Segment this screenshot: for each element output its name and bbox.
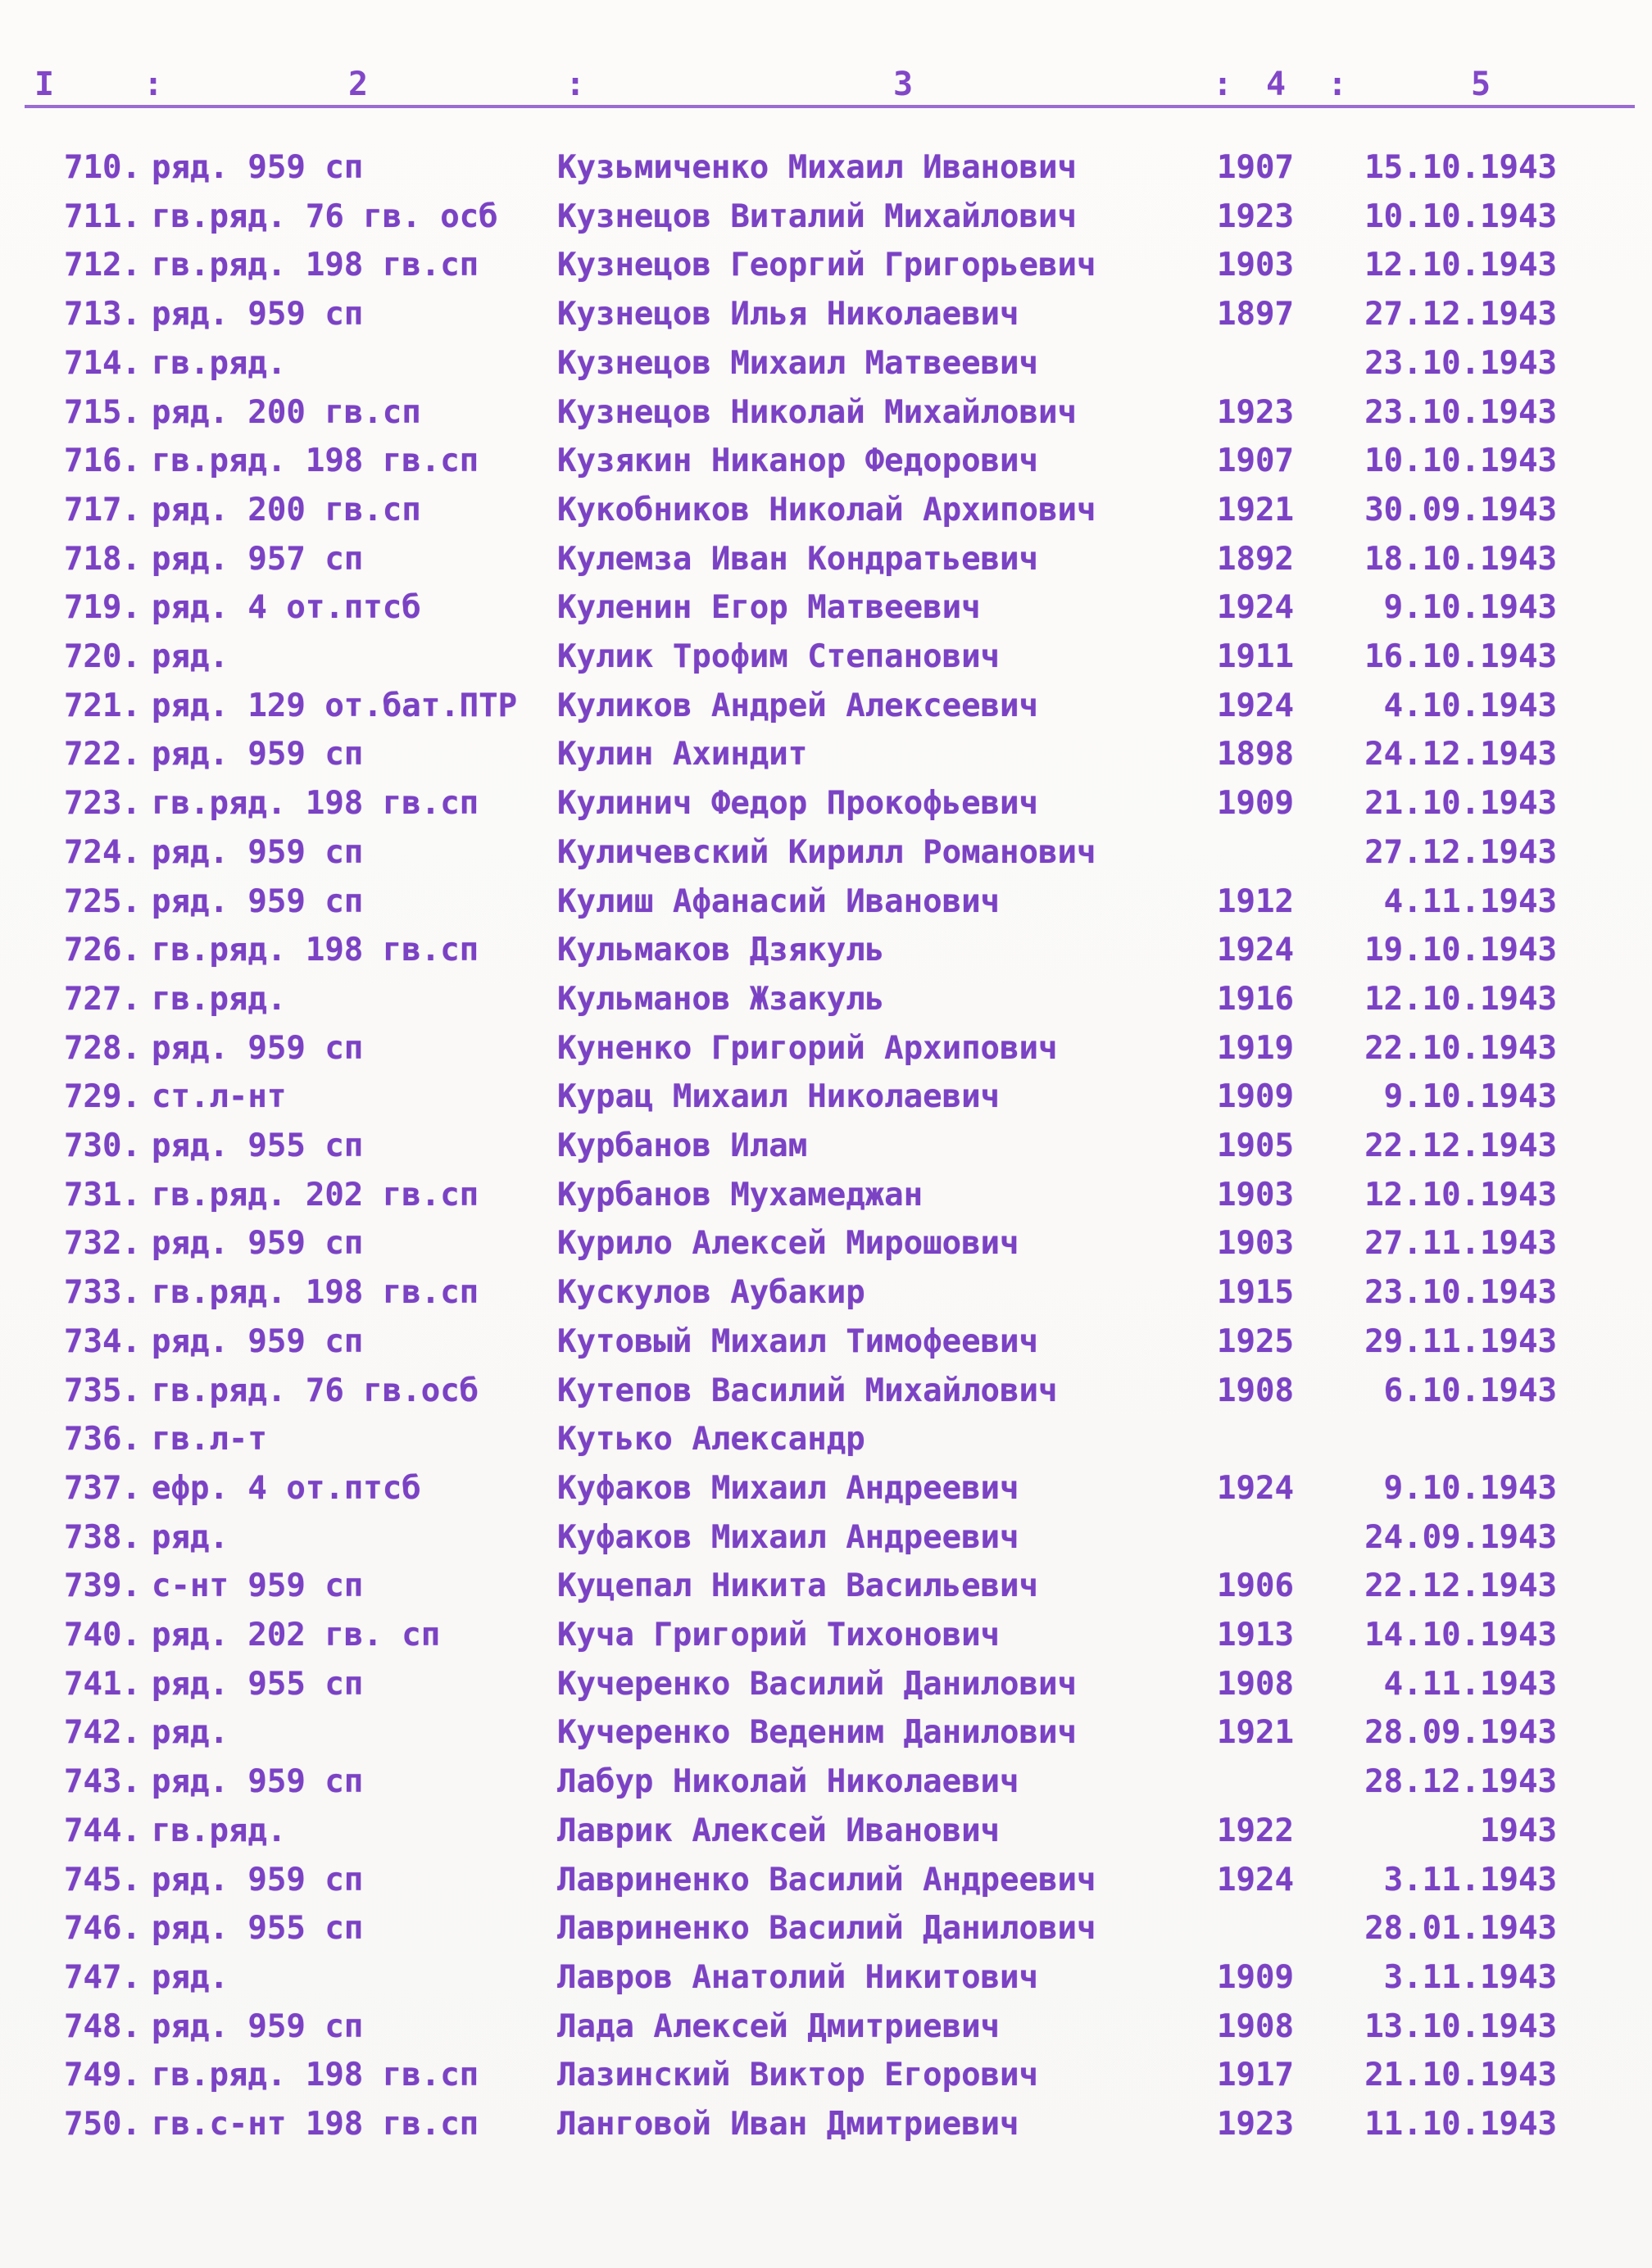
record-rank-unit: гв.л-т — [152, 1421, 267, 1458]
table-row — [0, 828, 1652, 878]
record-number: 734. — [64, 1323, 141, 1360]
record-number: 723. — [64, 785, 141, 822]
record-death-date: 29.11.1943 — [1364, 1323, 1557, 1360]
record-birth-year: 1921 — [1217, 492, 1294, 528]
header-col-1: I — [34, 66, 57, 103]
record-full-name: Кулик Трофим Степанович — [557, 638, 1001, 675]
record-rank-unit: гв.ряд. 198 гв.сп — [152, 2057, 479, 2093]
record-death-date: 13.10.1943 — [1364, 2008, 1557, 2045]
record-number: 714. — [64, 345, 141, 382]
record-death-date: 16.10.1943 — [1364, 638, 1557, 675]
record-rank-unit: ряд. 959 сп — [152, 149, 364, 186]
record-rank-unit: ряд. 959 сп — [152, 2008, 364, 2045]
record-number: 718. — [64, 541, 141, 578]
record-birth-year: 1909 — [1217, 1959, 1294, 1996]
header-separator: : — [1213, 66, 1233, 103]
record-full-name: Куличевский Кирилл Романович — [557, 834, 1096, 871]
record-rank-unit: ефр. 4 от.птсб — [152, 1470, 421, 1507]
record-number: 719. — [64, 589, 141, 626]
table-row — [0, 1219, 1652, 1268]
record-rank-unit: гв.ряд. — [152, 1812, 287, 1849]
record-number: 726. — [64, 932, 141, 968]
record-death-date: 27.11.1943 — [1364, 1225, 1557, 1262]
record-full-name: Кутько Александр — [557, 1421, 865, 1458]
record-number: 742. — [64, 1714, 141, 1751]
record-rank-unit: ряд. 959 сп — [152, 834, 364, 871]
record-birth-year: 1908 — [1217, 1666, 1294, 1703]
table-row — [0, 1024, 1652, 1073]
record-rank-unit: гв.ряд. — [152, 345, 287, 382]
record-number: 725. — [64, 883, 141, 920]
record-number: 712. — [64, 247, 141, 284]
record-rank-unit: ряд. — [152, 1959, 229, 1996]
record-number: 740. — [64, 1617, 141, 1653]
record-rank-unit: гв.ряд. 198 гв.сп — [152, 247, 479, 284]
header-separator: : — [565, 66, 586, 103]
record-number: 747. — [64, 1959, 141, 1996]
record-death-date: 18.10.1943 — [1364, 541, 1557, 578]
record-number: 717. — [64, 492, 141, 528]
record-rank-unit: ряд. 955 сп — [152, 1127, 364, 1164]
record-birth-year: 1912 — [1217, 883, 1294, 920]
record-rank-unit: гв.ряд. 76 гв.осб — [152, 1372, 479, 1409]
table-row — [0, 437, 1652, 486]
record-full-name: Кузьмиченко Михаил Иванович — [557, 149, 1077, 186]
table-row — [0, 1415, 1652, 1464]
record-full-name: Курбанов Мухамеджан — [557, 1177, 924, 1213]
record-number: 732. — [64, 1225, 141, 1262]
record-birth-year: 1924 — [1217, 1470, 1294, 1507]
record-number: 750. — [64, 2106, 141, 2143]
record-rank-unit: ряд. — [152, 638, 229, 675]
record-number: 713. — [64, 296, 141, 333]
record-rank-unit: ряд. 959 сп — [152, 736, 364, 773]
record-death-date: 12.10.1943 — [1364, 1177, 1557, 1213]
record-birth-year: 1908 — [1217, 2008, 1294, 2045]
record-death-date: 28.01.1943 — [1364, 1910, 1557, 1947]
record-death-date: 24.12.1943 — [1364, 736, 1557, 773]
header-col-5: 5 — [1471, 66, 1493, 103]
table-row — [0, 388, 1652, 438]
record-number: 730. — [64, 1127, 141, 1164]
record-number: 736. — [64, 1421, 141, 1458]
header-col-2: 2 — [348, 66, 370, 103]
record-birth-year: 1925 — [1217, 1323, 1294, 1360]
record-full-name: Куфаков Михаил Андреевич — [557, 1519, 1019, 1556]
table-row — [0, 1807, 1652, 1856]
record-rank-unit: ряд. 959 сп — [152, 1030, 364, 1067]
record-full-name: Кузнецов Николай Михайлович — [557, 394, 1077, 431]
header-col-4: 4 — [1266, 66, 1288, 103]
record-rank-unit: гв.ряд. — [152, 981, 287, 1018]
record-birth-year: 1903 — [1217, 247, 1294, 284]
table-row — [0, 878, 1652, 927]
record-full-name: Кулиш Афанасий Иванович — [557, 883, 1001, 920]
table-row — [0, 975, 1652, 1024]
record-full-name: Кукобников Николай Архипович — [557, 492, 1096, 528]
record-number: 715. — [64, 394, 141, 431]
table-row — [0, 1758, 1652, 1807]
record-death-date: 19.10.1943 — [1364, 932, 1557, 968]
table-row — [0, 1318, 1652, 1367]
record-number: 749. — [64, 2057, 141, 2093]
record-birth-year: 1898 — [1217, 736, 1294, 773]
table-row — [0, 1611, 1652, 1660]
record-death-date: 10.10.1943 — [1364, 198, 1557, 235]
record-birth-year: 1923 — [1217, 394, 1294, 431]
table-row — [0, 193, 1652, 242]
record-birth-year: 1924 — [1217, 932, 1294, 968]
record-birth-year: 1924 — [1217, 687, 1294, 724]
table-row — [0, 535, 1652, 584]
table-row — [0, 486, 1652, 535]
record-death-date: 22.10.1943 — [1364, 1030, 1557, 1067]
record-death-date: 4.11.1943 — [1383, 1666, 1557, 1703]
record-full-name: Кучеренко Василий Данилович — [557, 1666, 1077, 1703]
table-row — [0, 1904, 1652, 1953]
table-row — [0, 1856, 1652, 1905]
record-death-date: 23.10.1943 — [1364, 1274, 1557, 1311]
record-birth-year: 1916 — [1217, 981, 1294, 1018]
record-death-date: 9.10.1943 — [1383, 1078, 1557, 1115]
record-death-date: 6.10.1943 — [1383, 1372, 1557, 1409]
record-full-name: Кутепов Василий Михайлович — [557, 1372, 1058, 1409]
table-row — [0, 1367, 1652, 1416]
record-full-name: Кулинич Федор Прокофьевич — [557, 785, 1038, 822]
record-rank-unit: ряд. 959 сп — [152, 296, 364, 333]
record-full-name: Кузнецов Георгий Григорьевич — [557, 247, 1096, 284]
record-rank-unit: ряд. 959 сп — [152, 1323, 364, 1360]
table-row — [0, 290, 1652, 339]
record-rank-unit: гв.ряд. 198 гв.сп — [152, 932, 479, 968]
record-full-name: Лавров Анатолий Никитович — [557, 1959, 1038, 1996]
record-full-name: Ланговой Иван Дмитриевич — [557, 2106, 1019, 2143]
record-birth-year: 1923 — [1217, 2106, 1294, 2143]
table-row — [0, 1562, 1652, 1611]
record-number: 735. — [64, 1372, 141, 1409]
record-birth-year: 1911 — [1217, 638, 1294, 675]
table-row — [0, 241, 1652, 290]
record-number: 737. — [64, 1470, 141, 1507]
record-full-name: Куненко Григорий Архипович — [557, 1030, 1058, 1067]
record-full-name: Куленин Егор Матвеевич — [557, 589, 981, 626]
record-number: 720. — [64, 638, 141, 675]
record-rank-unit: ст.л-нт — [152, 1078, 287, 1115]
record-full-name: Кульманов Жзакуль — [557, 981, 885, 1018]
record-rank-unit: ряд. 200 гв.сп — [152, 394, 421, 431]
record-death-date: 30.09.1943 — [1364, 492, 1557, 528]
header-rule — [25, 105, 1635, 108]
record-full-name: Кутовый Михаил Тимофеевич — [557, 1323, 1038, 1360]
record-full-name: Курац Михаил Николаевич — [557, 1078, 1001, 1115]
record-number: 710. — [64, 149, 141, 186]
record-number: 731. — [64, 1177, 141, 1213]
record-birth-year: 1907 — [1217, 149, 1294, 186]
record-birth-year: 1923 — [1217, 198, 1294, 235]
record-death-date: 28.09.1943 — [1364, 1714, 1557, 1751]
table-row — [0, 2051, 1652, 2100]
table-row — [0, 1268, 1652, 1318]
record-full-name: Куча Григорий Тихонович — [557, 1617, 1001, 1653]
record-birth-year: 1924 — [1217, 1862, 1294, 1898]
table-row — [0, 339, 1652, 388]
record-full-name: Кузнецов Михаил Матвеевич — [557, 345, 1038, 382]
table-row — [0, 2003, 1652, 2052]
record-full-name: Кулин Ахиндит — [557, 736, 808, 773]
record-death-date: 22.12.1943 — [1364, 1127, 1557, 1164]
record-full-name: Лавриненко Василий Данилович — [557, 1910, 1096, 1947]
record-number: 716. — [64, 442, 141, 479]
record-death-date: 11.10.1943 — [1364, 2106, 1557, 2143]
record-death-date: 22.12.1943 — [1364, 1567, 1557, 1604]
record-full-name: Лада Алексей Дмитриевич — [557, 2008, 1001, 2045]
record-full-name: Курило Алексей Мирошович — [557, 1225, 1019, 1262]
record-death-date: 23.10.1943 — [1364, 345, 1557, 382]
record-rank-unit: с-нт 959 сп — [152, 1567, 364, 1604]
record-death-date: 1943 — [1480, 1812, 1557, 1849]
record-rank-unit: ряд. 955 сп — [152, 1910, 364, 1947]
record-full-name: Кульмаков Дзякуль — [557, 932, 885, 968]
record-full-name: Кускулов Аубакир — [557, 1274, 865, 1311]
record-birth-year: 1908 — [1217, 1372, 1294, 1409]
record-death-date: 10.10.1943 — [1364, 442, 1557, 479]
record-rank-unit: ряд. 959 сп — [152, 1225, 364, 1262]
record-number: 741. — [64, 1666, 141, 1703]
record-full-name: Курбанов Илам — [557, 1127, 808, 1164]
record-number: 711. — [64, 198, 141, 235]
record-death-date: 3.11.1943 — [1383, 1959, 1557, 1996]
record-death-date: 12.10.1943 — [1364, 247, 1557, 284]
record-number: 738. — [64, 1519, 141, 1556]
record-number: 733. — [64, 1274, 141, 1311]
record-birth-year: 1905 — [1217, 1127, 1294, 1164]
record-birth-year: 1922 — [1217, 1812, 1294, 1849]
table-row — [0, 1073, 1652, 1122]
record-number: 727. — [64, 981, 141, 1018]
record-full-name: Лабур Николай Николаевич — [557, 1763, 1019, 1800]
record-full-name: Кузнецов Виталий Михайлович — [557, 198, 1077, 235]
record-rank-unit: ряд. 955 сп — [152, 1666, 364, 1703]
table-row — [0, 730, 1652, 779]
record-rank-unit: гв.ряд. 198 гв.сп — [152, 442, 479, 479]
table-header — [25, 57, 1631, 107]
record-full-name: Кучеренко Веденим Данилович — [557, 1714, 1077, 1751]
record-full-name: Кулемза Иван Кондратьевич — [557, 541, 1038, 578]
record-rank-unit: ряд. 959 сп — [152, 1862, 364, 1898]
record-death-date: 28.12.1943 — [1364, 1763, 1557, 1800]
record-birth-year: 1913 — [1217, 1617, 1294, 1653]
record-number: 745. — [64, 1862, 141, 1898]
record-number: 746. — [64, 1910, 141, 1947]
record-rank-unit: ряд. 202 гв. сп — [152, 1617, 441, 1653]
record-rank-unit: ряд. — [152, 1714, 229, 1751]
record-birth-year: 1921 — [1217, 1714, 1294, 1751]
record-death-date: 27.12.1943 — [1364, 296, 1557, 333]
record-number: 748. — [64, 2008, 141, 2045]
record-rank-unit: гв.с-нт 198 гв.сп — [152, 2106, 479, 2143]
record-full-name: Кузнецов Илья Николаевич — [557, 296, 1019, 333]
record-death-date: 3.11.1943 — [1383, 1862, 1557, 1898]
record-rank-unit: ряд. — [152, 1519, 229, 1556]
record-rank-unit: гв.ряд. 202 гв.сп — [152, 1177, 479, 1213]
record-number: 728. — [64, 1030, 141, 1067]
record-death-date: 27.12.1943 — [1364, 834, 1557, 871]
record-death-date: 4.11.1943 — [1383, 883, 1557, 920]
record-death-date: 12.10.1943 — [1364, 981, 1557, 1018]
record-rank-unit: ряд. 4 от.птсб — [152, 589, 421, 626]
record-full-name: Лаврик Алексей Иванович — [557, 1812, 1001, 1849]
table-row — [0, 1464, 1652, 1513]
record-full-name: Лазинский Виктор Егорович — [557, 2057, 1038, 2093]
table-row — [0, 1660, 1652, 1709]
record-birth-year: 1907 — [1217, 442, 1294, 479]
record-death-date: 9.10.1943 — [1383, 1470, 1557, 1507]
table-row — [0, 1122, 1652, 1171]
record-birth-year: 1915 — [1217, 1274, 1294, 1311]
table-row — [0, 1513, 1652, 1563]
record-number: 721. — [64, 687, 141, 724]
table-row — [0, 1708, 1652, 1758]
record-death-date: 14.10.1943 — [1364, 1617, 1557, 1653]
record-birth-year: 1924 — [1217, 589, 1294, 626]
record-rank-unit: гв.ряд. 198 гв.сп — [152, 785, 479, 822]
record-death-date: 9.10.1943 — [1383, 589, 1557, 626]
record-birth-year: 1903 — [1217, 1225, 1294, 1262]
record-rank-unit: ряд. 200 гв.сп — [152, 492, 421, 528]
record-full-name: Куфаков Михаил Андреевич — [557, 1470, 1019, 1507]
record-number: 739. — [64, 1567, 141, 1604]
header-separator: : — [1328, 66, 1348, 103]
table-row — [0, 682, 1652, 731]
record-birth-year: 1906 — [1217, 1567, 1294, 1604]
record-birth-year: 1917 — [1217, 2057, 1294, 2093]
header-separator: : — [143, 66, 164, 103]
record-full-name: Кузякин Никанор Федорович — [557, 442, 1038, 479]
record-birth-year: 1897 — [1217, 296, 1294, 333]
record-rank-unit: гв.ряд. 76 гв. осб — [152, 198, 498, 235]
record-rank-unit: ряд. 959 сп — [152, 1763, 364, 1800]
record-death-date: 21.10.1943 — [1364, 785, 1557, 822]
record-full-name: Куцепал Никита Васильевич — [557, 1567, 1038, 1604]
record-rank-unit: ряд. 957 сп — [152, 541, 364, 578]
table-row — [0, 583, 1652, 633]
record-rank-unit: ряд. 129 от.бат.ПТР — [152, 687, 518, 724]
table-row — [0, 926, 1652, 975]
record-rank-unit: гв.ряд. 198 гв.сп — [152, 1274, 479, 1311]
record-rank-unit: ряд. 959 сп — [152, 883, 364, 920]
record-birth-year: 1909 — [1217, 1078, 1294, 1115]
record-number: 743. — [64, 1763, 141, 1800]
record-full-name: Лавриненко Василий Андреевич — [557, 1862, 1096, 1898]
record-death-date: 21.10.1943 — [1364, 2057, 1557, 2093]
record-number: 744. — [64, 1812, 141, 1849]
record-birth-year: 1903 — [1217, 1177, 1294, 1213]
record-birth-year: 1919 — [1217, 1030, 1294, 1067]
table-row — [0, 1953, 1652, 2003]
table-row — [0, 143, 1652, 193]
record-birth-year: 1892 — [1217, 541, 1294, 578]
record-full-name: Куликов Андрей Алексеевич — [557, 687, 1038, 724]
table-row — [0, 633, 1652, 682]
record-death-date: 23.10.1943 — [1364, 394, 1557, 431]
record-number: 724. — [64, 834, 141, 871]
record-birth-year: 1909 — [1217, 785, 1294, 822]
record-death-date: 24.09.1943 — [1364, 1519, 1557, 1556]
header-col-3: 3 — [893, 66, 915, 103]
table-row — [0, 2100, 1652, 2149]
record-number: 722. — [64, 736, 141, 773]
table-row — [0, 779, 1652, 828]
record-number: 729. — [64, 1078, 141, 1115]
table-row — [0, 1171, 1652, 1220]
record-death-date: 4.10.1943 — [1383, 687, 1557, 724]
record-death-date: 15.10.1943 — [1364, 149, 1557, 186]
